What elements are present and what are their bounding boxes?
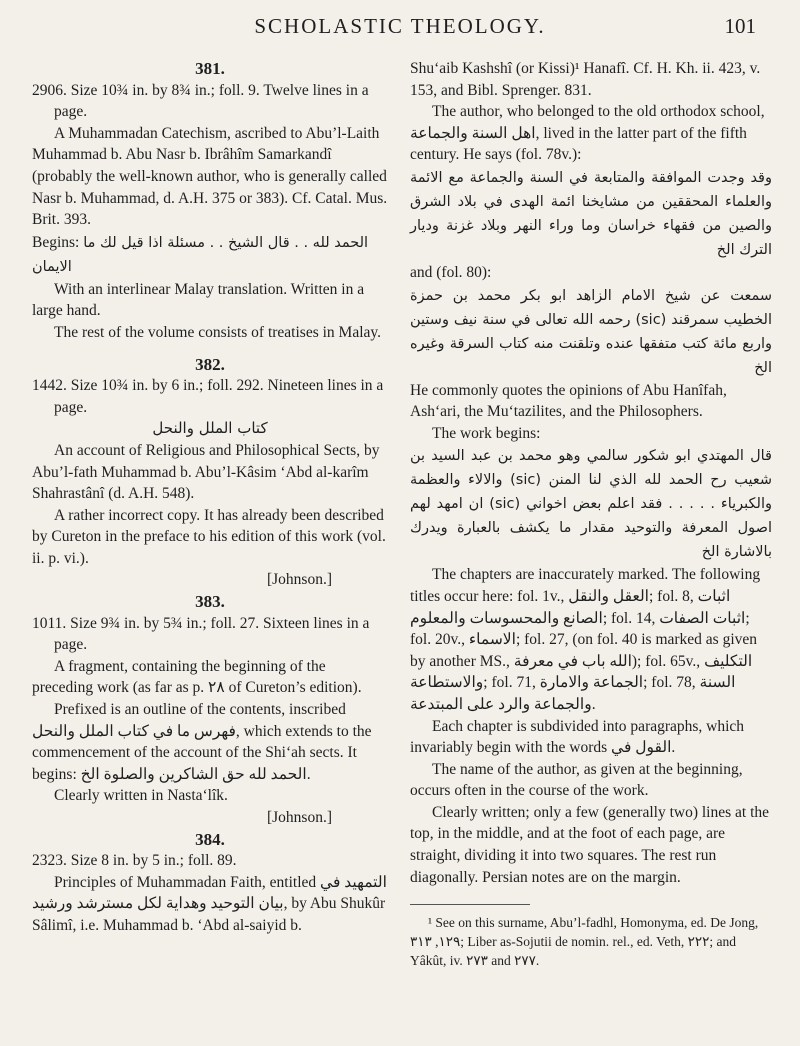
entry-number-381: 381. <box>195 59 225 78</box>
chapters-paragraph: The chapters are inaccurately marked. The following titles occur here: fol. 1v., العقل والنقل; fol. 8, اثبات الصانع والمحسوسات والمعلوم; fol. 14, اثبات الصفات; fol. 20v., الاسماء; fol. 27, (on fol. 40 is marked as given by another MS., الله باب في معرفة); fol. 65v., التكليف والاستطاعة; fol. 71, الجماعة والامارة; fol. 78, السنة والجماعة والرد على المبتدعة. <box>410 566 761 713</box>
entry-382-signature: [Johnson.] <box>266 571 332 589</box>
running-title: SCHOLASTIC THEOLOGY. <box>254 14 546 38</box>
begins-arabic: الحمد لله . . قال الشيخ . . مسئلة اذا قيل لك ما الايمان <box>32 234 369 275</box>
page-header <box>0 10 800 44</box>
work-begins-arabic: قال المهتدي ابو شكور سالمي وهو محمد بن عبد السيد بن شعيب رح الحمد لله الذي لنا المنن (sic) والالاء والعظمة والكبرياء . . . . . فقد اعلم بعض اخواني (sic) ان امهد لهم اصول المعرفة والتوحيد مقدار ما يكشف بالعبارة ويدرك بالاشارة الخ <box>410 448 772 561</box>
author-name-paragraph: The name of the author, as given at the beginning, occurs often in the course of the work. <box>410 760 743 800</box>
author-quote-arabic-2: سمعت عن شيخ الامام الزاهد ابو بكر محمد بن حمزة الخطيب سمرقند (sic) رحمه الله تعالى في سنة نيف وستين واربع مائة كتب متفقها عنده وتلقنت منه كتاب السرقة وغيره الخ <box>410 287 772 376</box>
entry-381-rest: The rest of the volume consists of treatises in Malay. <box>54 323 381 341</box>
left-column <box>32 58 388 937</box>
entry-384-shelfmark: 2323. Size 8 in. by 5 in.; foll. 89. <box>32 852 237 870</box>
footnote: ¹ See on this surname, Abu’l-fadhl, Homonyma, ed. De Jong, ١٢٩, ٣١٣; Liber as-Sojutii de nomin. rel., ed. Veth, ٢٢٢; and Yâkût, iv. ٢٧٣ and ٢٧٧. <box>410 915 759 969</box>
entry-383-hand: Clearly written in Nasta‘lîk. <box>54 787 228 805</box>
entry-382-description: An account of Religious and Philosophical Sects, by Abu’l-fath Muhammad b. Abu’l-Kâsim ‘Abd al-karîm Shahrastânî (d. A.H. 548). <box>32 441 380 503</box>
entry-381-translation: With an interlinear Malay translation. Written in a large hand. <box>32 280 365 320</box>
entry-number-382: 382. <box>195 354 225 374</box>
entry-383-signature: [Johnson.] <box>266 809 332 826</box>
entry-381-shelfmark: 2906. Size 10¾ in. by 8¾ in.; foll. 9. Twelve lines in a page. <box>32 81 369 121</box>
author-quote-arabic-1: وقد وجدت الموافقة والمتابعة في السنة والجماعة مع الائمة والعلماء المحققين من مشايخنا ائمة الهدى في بلاد الشرق والصين من فقهاء خراسان وما وراء النهر وبلاد غزنة وديار الترك الخ <box>410 169 772 258</box>
entry-383-prefix: Prefixed is an outline of the contents, inscribed فهرس ما في كتاب الملل والنحل, which extends to the commencement of the account of the Shi‘ah sects. It begins: الحمد لله حق الشاكرين والصلوة الخ. <box>32 701 372 783</box>
author-paragraph-close: He commonly quotes the opinions of Abu Hanîfah, Ash‘ari, the Mu‘tazilites, and the Philosophers. <box>410 381 727 421</box>
entry-384-description: Principles of Muhammadan Faith, entitled التمهيد في بيان التوحيد وهداية لكل مسترشد ورشيد, by Abu Shukûr Sâlimî, i.e. Muhammad b. ‘Abd al-saiyid b. <box>32 873 387 934</box>
entry-381-description: A Muhammadan Catechism, ascribed to Abu’l-Laith Muhammad b. Abu Nasr b. Ibrâhîm Samarkandî (probably the well-known author, who is generally called Nasr b. Muhammad, d. A.H. 375 or 383). Cf. Catal. Mus. Brit. 393. <box>32 124 388 229</box>
entry-382-shelfmark: 1442. Size 10¾ in. by 6 in.; foll. 292. Nineteen lines in a page. <box>32 377 384 416</box>
author-quote-label-2: and (fol. 80): <box>410 263 492 281</box>
right-column <box>410 58 772 970</box>
entry-382-note: A rather incorrect copy. It has already been described by Cureton in the preface to his edition of this work (vol. ii. p. vi.). <box>32 506 386 567</box>
entry-number-384: 384. <box>195 829 225 849</box>
work-begins-label: The work begins: <box>432 424 541 442</box>
entry-383-shelfmark: 1011. Size 9¾ in. by 5¾ in.; foll. 27. Sixteen lines in a page. <box>32 614 370 654</box>
entry-number-383: 383. <box>195 592 225 612</box>
subdivision-paragraph: Each chapter is subdivided into paragraphs, which invariably begin with the words القول في. <box>410 717 745 757</box>
begins-label: Begins: <box>32 233 80 251</box>
right-continuation: Shu‘aib Kashshî (or Kissi)¹ Hanafî. Cf. H. Kh. ii. 423, v. 153, and Bibl. Sprenger. 831. <box>410 60 761 99</box>
entry-382-arabic-title: كتاب الملل والنحل <box>152 419 268 438</box>
footnote-divider <box>410 904 530 905</box>
entry-381-begins <box>32 231 388 279</box>
author-paragraph-intro: The author, who belonged to the old orthodox school, اهل السنة والجماعة, lived in the latter part of the fifth century. He says (fol. 78v.): <box>410 103 765 164</box>
page-number: 101 <box>724 14 756 38</box>
script-paragraph: Clearly written; only a few (generally two) lines at the top, in the middle, and at the foot of each page, are straight, dividing it into two squares. The rest run diagonally. Persian notes are on the margin. <box>410 803 770 886</box>
entry-383-description: A fragment, containing the beginning of the preceding work (as far as p. ٢٨ of Cureton’s edition). <box>32 657 362 697</box>
